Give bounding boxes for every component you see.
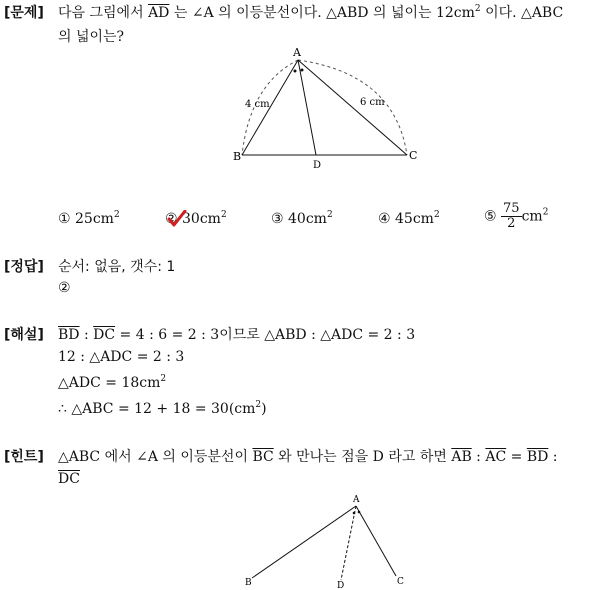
explanation-text: ): [261, 401, 267, 417]
angle-mark-1: [294, 70, 297, 73]
hint-line-2: [58, 471, 80, 487]
fraction-denominator: 2: [507, 216, 516, 231]
explanation-text: ∴ △ABC = 12 + 18 = 30(cm: [58, 401, 256, 417]
explanation-text: △ADC = 18cm: [58, 375, 161, 391]
answer-label: [정답]: [4, 259, 44, 275]
vertex-c: C: [397, 577, 404, 587]
choice-number: ④: [378, 211, 391, 227]
choice-number: ②: [165, 211, 178, 227]
segment-bd: $\overline{BD}$: [58, 327, 80, 343]
choice-sup: 2: [433, 210, 440, 220]
choice-3[interactable]: [271, 210, 333, 227]
question-text-b: 는 ∠A 의 이등분선이다. △ABD 의 넓이는 12cm: [173, 5, 475, 21]
explanation-line-3: [58, 374, 166, 391]
check-icon: [167, 210, 187, 228]
choice-sup: 2: [220, 210, 227, 220]
choice-number: ⑤: [484, 208, 497, 225]
segment-dc: $\overline{DC}$: [58, 471, 80, 487]
choice-4[interactable]: [378, 210, 440, 227]
choice-number: ①: [58, 211, 71, 227]
fraction-numerator: 75: [503, 201, 520, 216]
hint-text-b: 와 만나는 점을 D 라고 하면: [278, 449, 447, 465]
hint-label: [힌트]: [4, 449, 44, 465]
angle-mark-2: [301, 69, 304, 72]
question-line-1: [58, 2, 563, 22]
question-label: [문제]: [4, 5, 44, 21]
side-ac: [356, 506, 396, 576]
point-d: D: [337, 581, 345, 590]
angle-mark-2: [358, 511, 361, 514]
choice-number: ③: [271, 211, 284, 227]
segment-bd: $\overline{BD}$: [526, 449, 549, 465]
question-text-a: 다음 그림에서: [58, 5, 144, 21]
vertex-c: C: [409, 149, 418, 162]
choice-text: cm: [521, 208, 543, 225]
explanation-line-1: [58, 324, 415, 344]
bisector-ad: [298, 60, 316, 155]
hint-line-1: [58, 446, 558, 466]
vertex-a: A: [353, 495, 360, 505]
vertex-b: B: [233, 150, 242, 163]
superscript: 2: [474, 4, 481, 14]
explanation-line-2: 12 : △ADC = 2 : 3: [58, 349, 185, 365]
choice-sup: 2: [326, 210, 333, 220]
segment-ad: $\overline{AD}$: [148, 5, 170, 21]
side-ab: [252, 506, 356, 578]
choice-5[interactable]: [484, 202, 548, 231]
fraction: [501, 202, 522, 231]
angle-mark-1: [353, 512, 356, 515]
triangle-figure: [225, 44, 425, 172]
hint-text-a: △ABC 에서 ∠A 의 이등분선이: [58, 449, 248, 465]
explanation-label: [해설]: [4, 327, 44, 343]
segment-ab: $\overline{AB}$: [451, 449, 472, 465]
choice-sup: 2: [113, 210, 120, 220]
length-ac: 6 cm: [360, 97, 385, 108]
superscript: 2: [255, 400, 262, 410]
choice-1[interactable]: [58, 210, 120, 227]
colon: :: [79, 327, 94, 343]
explanation-text: = 4 : 6 = 2 : 3이므로 △ABD : △ADC = 2 : 3: [115, 327, 416, 343]
choice-2[interactable]: [165, 210, 227, 227]
choice-text: 45cm: [395, 211, 434, 227]
equals: =: [506, 449, 527, 465]
side-ac: [298, 60, 407, 155]
colon: :: [548, 449, 558, 465]
point-d: D: [313, 160, 322, 171]
vertex-a: A: [293, 46, 301, 59]
segment-bc: $\overline{BC}$: [252, 449, 274, 465]
length-ab: 4 cm: [245, 99, 270, 110]
vertex-b: B: [245, 578, 252, 588]
choice-sup: 2: [542, 207, 549, 218]
superscript: 2: [160, 374, 167, 384]
question-line-2: 의 넓이는?: [58, 29, 125, 45]
colon: :: [471, 449, 486, 465]
segment-ac: $\overline{AC}$: [485, 449, 507, 465]
choice-text: 30cm: [182, 211, 221, 227]
choice-text: 25cm: [75, 211, 114, 227]
hint-figure: [240, 490, 420, 590]
answer-line-2: ②: [58, 280, 71, 296]
explanation-line-4: [58, 400, 267, 417]
bisector-ad: [341, 506, 356, 580]
choice-text: 40cm: [288, 211, 327, 227]
question-text-c: 이다. △ABC: [485, 5, 564, 21]
answer-line-1: 순서: 없음, 갯수: 1: [58, 259, 176, 275]
segment-dc: $\overline{DC}$: [93, 327, 116, 343]
